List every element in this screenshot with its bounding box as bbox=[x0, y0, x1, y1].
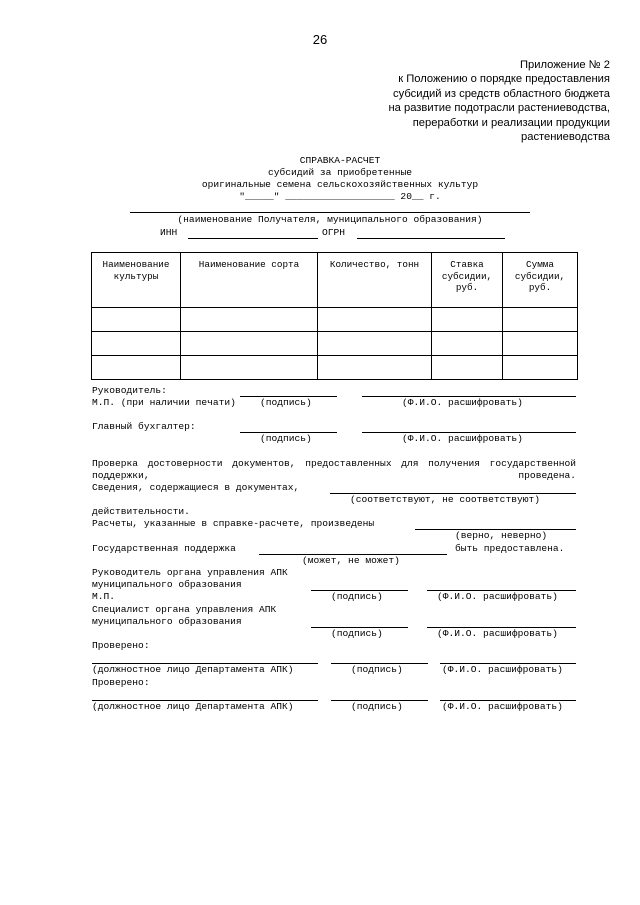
column-header: Наименование сорта bbox=[181, 253, 318, 308]
column-header: Количество, тонн bbox=[318, 253, 432, 308]
column-header: Ставка субсидии, руб. bbox=[432, 253, 503, 308]
checked-label: Проверено: bbox=[92, 640, 150, 651]
table-row bbox=[92, 308, 578, 332]
calc-label: Расчеты, указанные в справке-расчете, произведены bbox=[92, 518, 375, 529]
support-caption: (может, не может) bbox=[302, 555, 400, 566]
table-cell[interactable] bbox=[503, 332, 578, 356]
apk-head-label: Руководитель органа управления АПК bbox=[92, 567, 288, 578]
official-caption: (должностное лицо Департамента АПК) bbox=[92, 701, 294, 712]
page-number: 26 bbox=[312, 32, 328, 47]
appendix-line: к Положению о порядке предоставления bbox=[398, 73, 610, 86]
stamp-label: М.П. (при наличии печати) bbox=[92, 397, 236, 408]
signature-caption: (подпись) bbox=[260, 433, 312, 444]
table-cell[interactable] bbox=[432, 356, 503, 380]
table-cell[interactable] bbox=[503, 308, 578, 332]
signature-caption: (подпись) bbox=[331, 591, 383, 602]
document-subtitle-2: оригинальные семена сельскохозяйственных культур bbox=[201, 179, 479, 190]
validity-text: действительности. bbox=[92, 506, 190, 517]
fio-caption: (Ф.И.О. расшифровать) bbox=[437, 628, 558, 639]
docs-info-caption: (соответствуют, не соответствуют) bbox=[350, 494, 540, 505]
checked-label: Проверено: bbox=[92, 677, 150, 688]
table-cell[interactable] bbox=[92, 308, 181, 332]
signature-caption: (подпись) bbox=[351, 701, 403, 712]
table-cell[interactable] bbox=[432, 308, 503, 332]
table-cell[interactable] bbox=[318, 308, 432, 332]
appendix-line: переработки и реализации продукции bbox=[412, 116, 610, 129]
support-label: Государственная поддержка bbox=[92, 543, 236, 554]
accountant-label: Главный бухгалтер: bbox=[92, 421, 196, 432]
appendix-line: на развитие подотрасли растениеводства, bbox=[388, 102, 610, 115]
appendix-header bbox=[250, 58, 610, 144]
date-line: "_____" ___________________ 20__ г. bbox=[239, 191, 441, 202]
table-header-row bbox=[92, 253, 578, 308]
table-cell[interactable] bbox=[181, 356, 318, 380]
fio-caption: (Ф.И.О. расшифровать) bbox=[402, 397, 523, 408]
table-cell[interactable] bbox=[318, 356, 432, 380]
appendix-line: Приложение № 2 bbox=[519, 59, 610, 71]
director-label: Руководитель: bbox=[92, 385, 167, 396]
table-row bbox=[92, 332, 578, 356]
fio-caption: (Ф.И.О. расшифровать) bbox=[442, 701, 563, 712]
subsidy-table bbox=[91, 252, 578, 380]
ogrn-field[interactable] bbox=[357, 238, 505, 239]
signature-caption: (подпись) bbox=[331, 628, 383, 639]
apk-spec-label: Специалист органа управления АПК bbox=[92, 604, 277, 615]
ogrn-label: ОГРН bbox=[322, 227, 346, 238]
column-header: Наименование культуры bbox=[92, 253, 181, 308]
signature-caption: (подпись) bbox=[351, 664, 403, 675]
table-cell[interactable] bbox=[432, 332, 503, 356]
fio-caption: (Ф.И.О. расшифровать) bbox=[402, 433, 523, 444]
document-title: СПРАВКА-РАСЧЕТ bbox=[299, 155, 381, 166]
document-subtitle: субсидий за приобретенные bbox=[268, 167, 412, 178]
appendix-line: субсидий из средств областного бюджета bbox=[393, 87, 610, 100]
table-row bbox=[92, 356, 578, 380]
table-cell[interactable] bbox=[92, 356, 181, 380]
table-cell[interactable] bbox=[181, 332, 318, 356]
official-caption: (должностное лицо Департамента АПК) bbox=[92, 664, 294, 675]
recipient-name-line[interactable] bbox=[130, 212, 530, 213]
table-cell[interactable] bbox=[318, 332, 432, 356]
verification-text: Проверка достоверности документов, предоставленных для получения государственной поддержки, проведена. bbox=[92, 458, 576, 481]
inn-label: ИНН bbox=[160, 227, 178, 238]
calc-caption: (верно, неверно) bbox=[455, 530, 548, 541]
recipient-caption: (наименование Получателя, муниципального образования) bbox=[177, 214, 483, 225]
table-cell[interactable] bbox=[503, 356, 578, 380]
inn-field[interactable] bbox=[188, 238, 318, 239]
table-cell[interactable] bbox=[92, 332, 181, 356]
fio-caption: (Ф.И.О. расшифровать) bbox=[437, 591, 558, 602]
signature-caption: (подпись) bbox=[260, 397, 312, 408]
fio-caption: (Ф.И.О. расшифровать) bbox=[442, 664, 563, 675]
docs-info-label: Сведения, содержащиеся в документах, bbox=[92, 482, 300, 493]
appendix-line: растениеводства bbox=[521, 131, 610, 144]
support-suffix: быть предоставлена. bbox=[455, 543, 565, 554]
apk-spec-label-2: муниципального образования bbox=[92, 616, 242, 627]
apk-head-label-2: муниципального образования bbox=[92, 579, 242, 590]
table-cell[interactable] bbox=[181, 308, 318, 332]
column-header: Сумма субсидии, руб. bbox=[503, 253, 578, 308]
mp-label: М.П. bbox=[92, 591, 116, 602]
